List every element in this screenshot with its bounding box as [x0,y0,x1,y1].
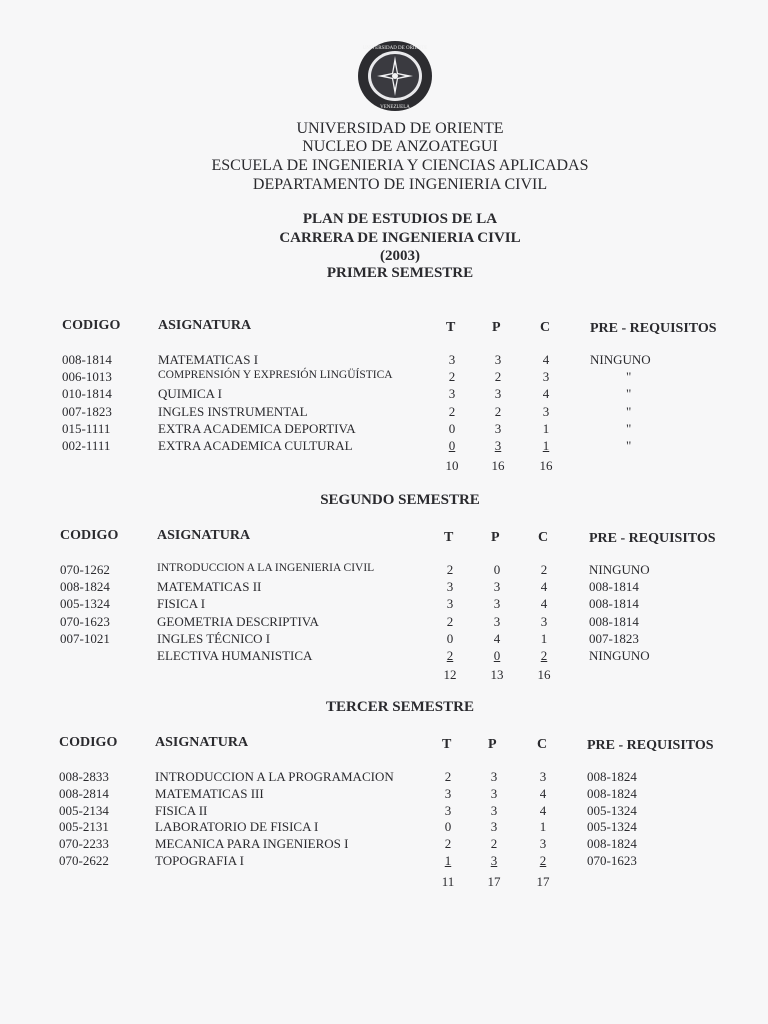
course-row [0,404,768,421]
course-practice-hours: 3 [493,579,501,595]
course-code: 070-2233 [59,836,109,852]
column-header-c: C [540,320,551,335]
course-code: 015-1111 [62,420,111,436]
course-theory-hours: 0 [448,420,456,436]
course-subject: LABORATORIO DE FISICA I [155,819,319,835]
course-credits: 3 [539,769,547,784]
course-subject: MATEMATICAS III [155,785,264,801]
semester-title: TERCER SEMESTRE [326,699,474,715]
university-name: UNIVERSIDAD DE ORIENTE [296,120,504,137]
course-subject: EXTRA ACADEMICA DEPORTIVA [158,420,356,436]
svg-text:VENEZUELA: VENEZUELA [380,105,410,110]
course-prerequisite: " [626,403,632,419]
course-prerequisite: 008-1814 [589,596,639,612]
total-theory-hours: 12 [443,667,457,682]
course-theory-hours: 3 [448,352,456,367]
course-credits: 3 [542,403,550,419]
course-practice-hours: 3 [493,596,501,612]
semester-title: PRIMER SEMESTRE [326,265,474,281]
course-row [0,579,768,596]
column-header-codigo: CODIGO [62,318,121,333]
total-theory-hours: 11 [441,874,455,889]
course-subject: MATEMATICAS II [157,579,262,595]
course-subject: INTRODUCCION A LA PROGRAMACION [155,769,394,784]
course-practice-hours: 2 [494,369,502,385]
course-theory-hours: 0 [444,819,452,835]
course-theory-hours: 2 [446,613,454,629]
course-row [0,421,768,438]
course-code: 005-2134 [59,802,109,818]
column-header-p: P [488,737,497,752]
course-credits: 3 [542,369,550,385]
course-credits: 3 [540,613,548,629]
course-code: 070-1262 [60,562,110,577]
semester-title: SEGUNDO SEMESTRE [320,492,480,508]
course-row [0,386,768,403]
course-subject: COMPRENSIÓN Y EXPRESIÓN LINGÜÍSTICA [158,369,393,382]
course-credits: 4 [542,352,550,367]
course-practice-hours: 3 [490,785,498,801]
course-credits: 1 [542,438,550,453]
course-theory-hours: 2 [448,403,456,419]
column-header-asignatura: ASIGNATURA [157,528,251,543]
plan-title-line1: PLAN DE ESTUDIOS DE LA [302,211,498,227]
course-prerequisite: 005-1324 [587,819,637,835]
course-row [0,803,768,820]
course-credits: 4 [539,802,547,818]
course-theory-hours: 0 [448,438,456,453]
course-prerequisite: " [626,386,632,402]
column-header-prerequisites: PRE - REQUISITOS [589,531,716,546]
course-subject: ELECTIVA HUMANISTICA [157,648,313,663]
course-practice-hours: 3 [490,769,498,784]
course-theory-hours: 3 [444,802,452,818]
course-subject: FISICA II [155,802,208,818]
course-credits: 4 [539,785,547,801]
course-prerequisite: 008-1814 [589,613,639,629]
course-theory-hours: 2 [444,769,452,784]
course-prerequisite: NINGUNO [589,562,650,577]
svg-text:UNIVERSIDAD DE ORIENTE: UNIVERSIDAD DE ORIENTE [362,46,428,51]
column-header-codigo: CODIGO [59,735,118,750]
total-credits: 17 [536,874,550,889]
course-practice-hours: 2 [494,403,502,419]
course-code: 002-1111 [62,438,111,453]
course-prerequisite: 007-1823 [589,630,639,646]
plan-title-line2: CARRERA DE INGENIERIA CIVIL [279,230,521,246]
course-credits: 2 [540,562,548,577]
course-prerequisite: 008-1824 [587,769,637,784]
plan-title-year: (2003) [380,248,420,264]
course-theory-hours: 1 [444,853,452,868]
course-row [0,438,768,455]
column-header-c: C [537,737,548,752]
course-code: 007-1021 [60,630,110,646]
course-code: 008-2814 [59,785,109,801]
course-code: 008-1814 [62,352,112,367]
course-row [0,631,768,648]
course-prerequisite: 008-1824 [587,836,637,852]
total-theory-hours: 10 [445,458,459,473]
department-name: DEPARTAMENTO DE INGENIERIA CIVIL [252,176,548,193]
total-practice-hours: 17 [487,874,501,889]
course-practice-hours: 3 [494,438,502,453]
course-credits: 2 [540,648,548,663]
course-subject: FISICA I [157,596,206,612]
course-subject: MECANICA PARA INGENIEROS I [155,836,349,852]
course-theory-hours: 2 [448,369,456,385]
university-seal-logo [357,40,433,112]
column-header-asignatura: ASIGNATURA [158,318,252,333]
course-code: 005-1324 [60,596,110,612]
course-practice-hours: 3 [490,802,498,818]
course-credits: 1 [540,630,548,646]
course-practice-hours: 3 [494,386,502,402]
course-credits: 1 [542,420,550,436]
course-theory-hours: 2 [446,562,454,577]
column-header-p: P [492,320,501,335]
course-practice-hours: 3 [494,420,502,436]
course-theory-hours: 0 [446,630,454,646]
course-practice-hours: 3 [490,853,498,868]
course-prerequisite: " [626,369,632,385]
course-subject: EXTRA ACADEMICA CULTURAL [158,438,353,453]
course-row [0,596,768,613]
column-header-t: T [444,530,454,545]
course-credits: 1 [539,819,547,835]
course-row [0,769,768,786]
course-practice-hours: 3 [493,613,501,629]
course-subject: INTRODUCCION A LA INGENIERIA CIVIL [157,562,375,574]
course-credits: 4 [542,386,550,402]
course-theory-hours: 3 [448,386,456,402]
course-code: 070-1623 [60,613,110,629]
course-code: 008-1824 [60,579,110,595]
column-header-t: T [442,737,452,752]
school-name: ESCUELA DE INGENIERIA Y CIENCIAS APLICADAS [211,157,589,174]
column-header-t: T [446,320,456,335]
course-code: 070-2622 [59,853,109,868]
course-code: 007-1823 [62,403,112,419]
course-code: 008-2833 [59,769,109,784]
course-practice-hours: 3 [490,819,498,835]
column-header-p: P [491,530,500,545]
course-practice-hours: 2 [490,836,498,852]
course-prerequisite: 005-1324 [587,802,637,818]
course-row [0,352,768,369]
course-row [0,562,768,579]
course-subject: INGLES TÉCNICO I [157,630,271,646]
column-header-prerequisites: PRE - REQUISITOS [587,738,714,753]
column-header-c: C [538,530,549,545]
course-credits: 3 [539,836,547,852]
course-prerequisite: " [626,420,632,436]
course-theory-hours: 2 [444,836,452,852]
course-code: 010-1814 [62,386,112,402]
course-row [0,614,768,631]
course-credits: 4 [540,596,548,612]
course-subject: GEOMETRIA DESCRIPTIVA [157,613,319,629]
total-credits: 16 [539,458,553,473]
course-theory-hours: 2 [446,648,454,663]
course-practice-hours: 0 [493,562,501,577]
course-prerequisite: 008-1824 [587,785,637,801]
course-prerequisite: " [626,438,632,453]
course-practice-hours: 3 [494,352,502,367]
course-row [0,648,768,665]
course-code: 005-2131 [59,819,109,835]
course-prerequisite: 070-1623 [587,853,637,868]
column-header-asignatura: ASIGNATURA [155,735,249,750]
total-credits: 16 [537,667,551,682]
course-subject: MATEMATICAS I [158,352,259,367]
course-row [0,819,768,836]
course-practice-hours: 4 [493,630,501,646]
course-theory-hours: 3 [446,579,454,595]
course-row [0,836,768,853]
course-subject: TOPOGRAFIA I [155,853,244,868]
course-prerequisite: NINGUNO [589,648,650,663]
course-row [0,786,768,803]
total-practice-hours: 13 [490,667,504,682]
course-prerequisite: 008-1814 [589,579,639,595]
nucleus-name: NUCLEO DE ANZOATEGUI [302,138,498,155]
course-credits: 2 [539,853,547,868]
column-header-prerequisites: PRE - REQUISITOS [590,321,717,336]
course-row [0,853,768,870]
course-credits: 4 [540,579,548,595]
course-code: 006-1013 [62,369,112,385]
column-header-codigo: CODIGO [60,528,119,543]
course-subject: QUIMICA I [158,386,222,402]
course-theory-hours: 3 [444,785,452,801]
course-theory-hours: 3 [446,596,454,612]
course-prerequisite: NINGUNO [590,352,651,367]
course-row [0,369,768,386]
course-practice-hours: 0 [493,648,501,663]
course-subject: INGLES INSTRUMENTAL [158,403,308,419]
total-practice-hours: 16 [491,458,505,473]
